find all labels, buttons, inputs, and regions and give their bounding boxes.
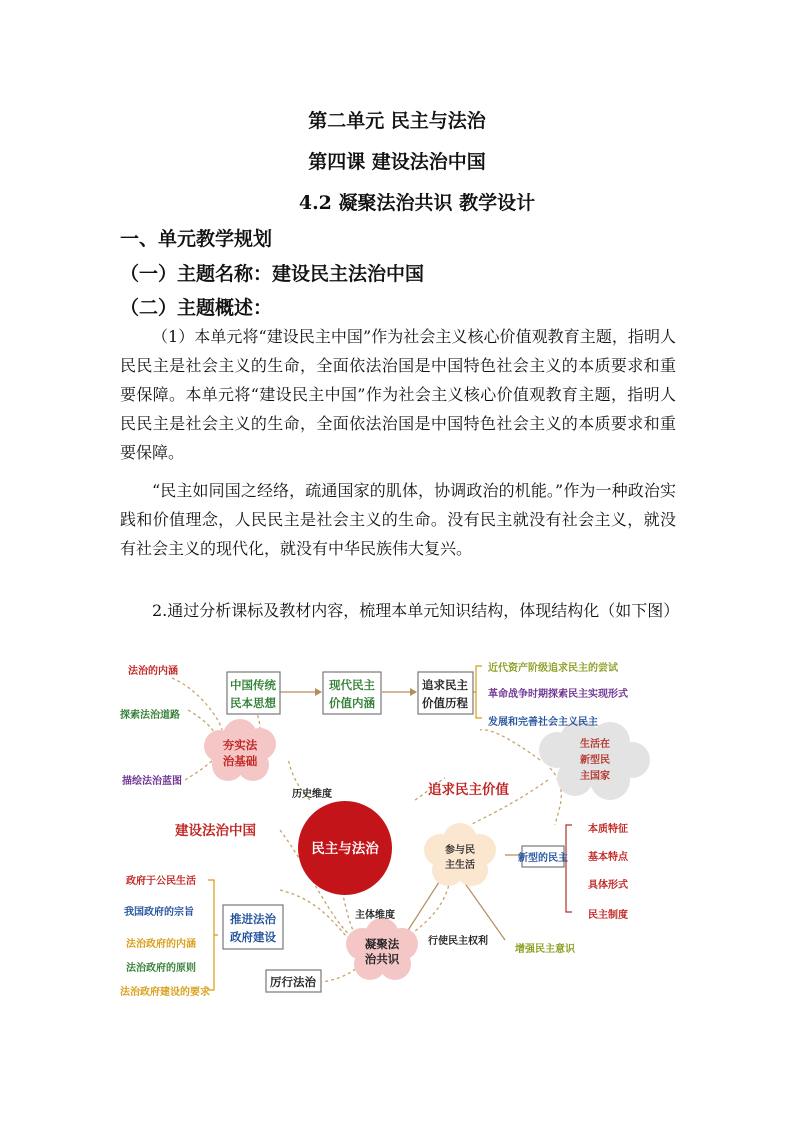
svg-text:价值内涵: 价值内涵 [329,696,375,710]
svg-text:新型民: 新型民 [580,755,610,766]
section-heading-1: 一、单元教学规划 [120,228,273,250]
svg-text:主国家: 主国家 [580,771,610,782]
connector [480,730,540,760]
svg-text:推进法治: 推进法治 [230,912,276,926]
cloud-participate [424,823,496,886]
label-history-dimension: 历史维度 [292,789,332,800]
connector [322,965,360,982]
lesson-title: 第四课 建设法治中国 [308,151,486,173]
svg-text:厉行法治: 厉行法治 [270,975,316,989]
label-build-rule-of-law: 建设法治中国 [175,823,256,839]
cloud-living-in-democracy [539,720,650,800]
svg-text:夯实法: 夯实法 [222,738,258,752]
box-pursue-history [418,672,473,714]
svg-text:政府建设: 政府建设 [230,930,276,944]
svg-text:主生活: 主生活 [445,860,475,871]
item-government-purpose: 我国政府的宗旨 [124,907,194,918]
item-government-life: 政府于公民生活 [126,876,196,887]
label-subject-dimension: 主体维度 [355,910,395,921]
connector [172,678,222,730]
label-pursue-democracy: 追求民主价值 [428,782,509,798]
item-democratic-system: 民主制度 [588,910,628,921]
svg-text:新型的民主: 新型的民主 [518,853,568,864]
box-promote-government [223,905,283,949]
center-label: 民主与法治 [311,841,379,857]
svg-text:凝聚法: 凝聚法 [364,937,400,951]
cloud-consensus [346,918,418,980]
svg-text:民本思想: 民本思想 [230,696,276,710]
cloud-consolidate-foundation [204,719,276,781]
section-heading-theme: （一）主题名称：建设民主法治中国 [120,263,425,285]
svg-text:追求民主: 追求民主 [422,678,468,692]
paragraph-1: （1）本单元将“建设民主中国”作为社会主义核心价值观教育主题，指明人民民主是社会主义的生命，全面依法治国是中国特色社会主义的本质要求和重要保障。本单元将“建设民主中国”作为社会主义核心价值观教育主题，指明人民民主是社会主义的生命，全面依法治国是中国特色社会主义的本质要求和重要保障。 [120,327,676,462]
item-explore-path: 探索法治道路 [120,710,180,721]
box-traditional-thought [227,672,280,714]
paragraph-3: 2.通过分析课标及教材内容，梳理本单元知识结构，体现结构化（如下图） [152,601,680,620]
svg-text:治基础: 治基础 [222,754,258,768]
svg-text:价值历程: 价值历程 [422,696,468,710]
connector [185,758,215,780]
svg-text:生活在: 生活在 [580,739,610,750]
item-essential-feature: 本质特征 [588,824,628,835]
item-draw-blueprint: 描绘法治蓝图 [122,776,182,787]
design-title: 4.2 凝聚法治共识 教学设计 [298,192,536,214]
svg-text:中国传统: 中国传统 [230,678,276,692]
item-concrete-form: 具体形式 [588,880,628,891]
item-government-meaning: 法治政府的内涵 [126,939,196,950]
box-practice-rule-of-law [266,970,321,992]
label-exercise-rights: 行使民主权利 [428,936,488,947]
item-bourgeois-attempt: 近代资产阶级追求民主的尝试 [488,663,618,674]
connector [280,890,350,940]
knowledge-structure-diagram [110,650,680,1010]
label-enhance-awareness: 增强民主意识 [515,944,575,955]
svg-text:治共识: 治共识 [364,952,400,966]
unit-title: 第二单元 民主与法治 [308,110,486,132]
item-basic-feature: 基本特点 [588,852,628,863]
item-revolution-era: 革命战争时期探索民主实现形式 [488,689,628,700]
section-heading-overview: （二）主题概述： [120,297,273,319]
paragraph-2: “民主如同国之经络，疏通国家的肌体，协调政治的机能。”作为一种政治实践和价值理念，人民民主是社会主义的生命。没有民主就没有社会主义，就没有社会主义的现代化，就没有中华民族伟大复兴。 [120,481,676,558]
svg-text:参与民: 参与民 [445,845,475,856]
item-government-principle: 法治政府的原则 [126,963,196,974]
box-new-democracy [518,846,568,867]
item-socialist-democracy: 发展和完善社会主义民主 [488,717,598,728]
svg-text:现代民主: 现代民主 [329,678,375,692]
item-government-requirement: 法治政府建设的要求 [120,987,210,998]
connector [410,880,450,935]
item-rule-of-law-meaning: 法治的内涵 [128,666,178,677]
box-modern-democracy [323,672,381,714]
